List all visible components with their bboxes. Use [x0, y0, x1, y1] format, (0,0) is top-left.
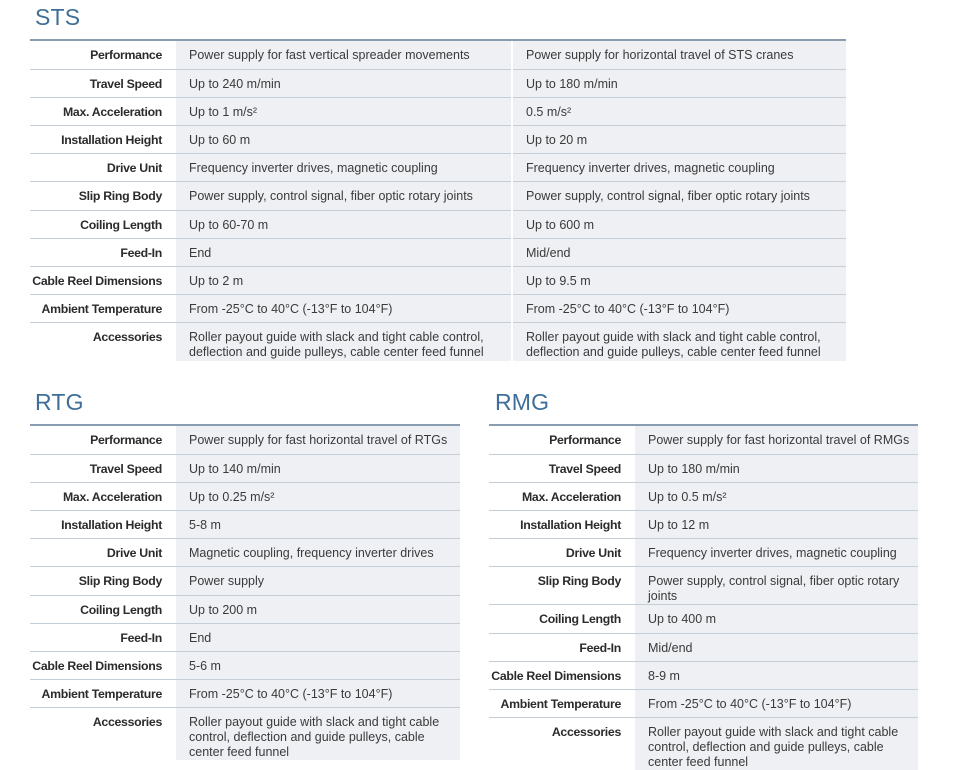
sts-value-performance-col2: Power supply for horizontal travel of STS cranes [512, 41, 846, 69]
sts-value-cable-reel-dimensions-col1: Up to 2 m [176, 267, 512, 295]
rtg-label-slip-ring-body: Slip Ring Body [78, 574, 162, 589]
sts-row-max-acceleration [30, 97, 846, 125]
rtg-row-ambient-temperature [30, 680, 460, 708]
rtg-section [30, 389, 460, 762]
rmg-row-slip-ring-body [489, 567, 918, 605]
rtg-spec-table [30, 426, 460, 760]
sts-row-slip-ring-body [30, 182, 846, 210]
rtg-label-installation-height: Installation Height [61, 518, 162, 533]
rtg-label-performance: Performance [90, 433, 162, 447]
rtg-value-performance: Power supply for fast horizontal travel of RTGs [176, 426, 460, 454]
sts-label-cable-reel-dimensions: Cable Reel Dimensions [32, 274, 162, 288]
sts-value-slip-ring-body-col1: Power supply, control signal, fiber optic rotary joints [176, 182, 512, 210]
rmg-value-slip-ring-body: Power supply, control signal, fiber optic rotary joints [635, 567, 918, 605]
rtg-value-ambient-temperature: From -25°C to 40°C (-13°F to 104°F) [176, 680, 460, 708]
sts-row-feed-in [30, 238, 846, 266]
rmg-label-performance: Performance [549, 433, 621, 447]
sts-value-drive-unit-col1: Frequency inverter drives, magnetic coupling [176, 154, 512, 182]
rmg-value-cable-reel-dimensions: 8-9 m [635, 661, 918, 689]
sts-section [30, 4, 846, 364]
rmg-label-cable-reel-dimensions: Cable Reel Dimensions [491, 668, 621, 683]
sts-value-ambient-temperature-col1: From -25°C to 40°C (-13°F to 104°F) [176, 295, 512, 323]
rtg-label-coiling-length: Coiling Length [80, 602, 162, 617]
sts-value-feed-in-col1: End [176, 238, 512, 266]
sts-label-accessories: Accessories [92, 330, 162, 345]
rtg-value-coiling-length: Up to 200 m [176, 595, 460, 623]
sts-value-installation-height-col1: Up to 60 m [176, 126, 512, 154]
sts-value-ambient-temperature-col2: From -25°C to 40°C (-13°F to 104°F) [512, 295, 846, 323]
rtg-row-slip-ring-body [30, 567, 460, 595]
rmg-row-max-acceleration [489, 482, 918, 510]
sts-value-feed-in-col2: Mid/end [512, 238, 846, 266]
sts-value-accessories-col2: Roller payout guide with slack and tight cable control, deflection and guide pulleys, cable center feed funnel [512, 323, 846, 361]
rtg-label-drive-unit: Drive Unit [106, 546, 162, 561]
rmg-row-feed-in [489, 633, 918, 661]
rmg-value-max-acceleration: Up to 0.5 m/s² [635, 482, 918, 510]
rtg-row-max-acceleration [30, 482, 460, 510]
sts-value-accessories-col1: Roller payout guide with slack and tight cable control, deflection and guide pulleys, cable center feed funnel [176, 323, 512, 361]
rmg-label-installation-height: Installation Height [520, 518, 621, 533]
rtg-value-travel-speed: Up to 140 m/min [176, 454, 460, 482]
rtg-label-accessories: Accessories [92, 715, 162, 730]
sts-value-slip-ring-body-col2: Power supply, control signal, fiber optic rotary joints [512, 182, 846, 210]
sts-value-cable-reel-dimensions-col2: Up to 9.5 m [512, 267, 846, 295]
rmg-label-slip-ring-body: Slip Ring Body [537, 574, 621, 589]
rmg-value-coiling-length: Up to 400 m [635, 605, 918, 633]
rmg-label-feed-in: Feed-In [579, 640, 621, 655]
sts-label-performance: Performance [90, 48, 162, 62]
rtg-value-drive-unit: Magnetic coupling, frequency inverter drives [176, 539, 460, 567]
sts-value-max-acceleration-col2: 0.5 m/s² [512, 97, 846, 125]
sts-row-performance [30, 41, 846, 69]
sts-row-ambient-temperature [30, 295, 846, 323]
rmg-title: RMG [495, 389, 550, 415]
rmg-row-ambient-temperature [489, 690, 918, 718]
sts-label-max-acceleration: Max. Acceleration [62, 104, 162, 119]
sts-row-accessories [30, 323, 846, 361]
rtg-value-feed-in: End [176, 623, 460, 651]
rmg-label-accessories: Accessories [551, 725, 621, 740]
rmg-value-ambient-temperature: From -25°C to 40°C (-13°F to 104°F) [635, 690, 918, 718]
rmg-label-max-acceleration: Max. Acceleration [521, 489, 621, 504]
rtg-row-cable-reel-dimensions [30, 652, 460, 680]
sts-row-installation-height [30, 126, 846, 154]
rtg-row-travel-speed [30, 454, 460, 482]
sts-label-ambient-temperature: Ambient Temperature [41, 302, 162, 317]
rmg-section [489, 389, 918, 770]
rmg-row-performance [489, 426, 918, 454]
rtg-label-feed-in: Feed-In [120, 630, 162, 645]
sts-label-feed-in: Feed-In [120, 245, 162, 260]
rmg-label-coiling-length: Coiling Length [539, 612, 621, 627]
sts-label-slip-ring-body: Slip Ring Body [78, 189, 162, 204]
rmg-value-travel-speed: Up to 180 m/min [635, 454, 918, 482]
rmg-spec-table [489, 426, 918, 770]
rtg-value-max-acceleration: Up to 0.25 m/s² [176, 482, 460, 510]
sts-row-drive-unit [30, 154, 846, 182]
sts-title: STS [35, 4, 81, 30]
rtg-row-drive-unit [30, 539, 460, 567]
rmg-value-feed-in: Mid/end [635, 633, 918, 661]
sts-value-coiling-length-col1: Up to 60-70 m [176, 210, 512, 238]
sts-value-coiling-length-col2: Up to 600 m [512, 210, 846, 238]
sts-label-drive-unit: Drive Unit [106, 161, 162, 176]
sts-label-travel-speed: Travel Speed [89, 76, 162, 91]
rmg-label-travel-speed: Travel Speed [548, 461, 621, 476]
rtg-label-max-acceleration: Max. Acceleration [62, 489, 162, 504]
sts-value-max-acceleration-col1: Up to 1 m/s² [176, 97, 512, 125]
sts-spec-table [30, 41, 846, 361]
sts-value-performance-col1: Power supply for fast vertical spreader movements [176, 41, 512, 69]
rtg-value-installation-height: 5-8 m [176, 511, 460, 539]
rtg-label-ambient-temperature: Ambient Temperature [41, 687, 162, 702]
rmg-value-accessories: Roller payout guide with slack and tight cable control, deflection and guide pulleys, cable center feed funnel [635, 718, 918, 770]
sts-row-coiling-length [30, 210, 846, 238]
rtg-row-installation-height [30, 511, 460, 539]
rmg-value-drive-unit: Frequency inverter drives, magnetic coupling [635, 539, 918, 567]
sts-row-travel-speed [30, 69, 846, 97]
rmg-row-cable-reel-dimensions [489, 661, 918, 689]
rmg-value-performance: Power supply for fast horizontal travel of RMGs [635, 426, 918, 454]
sts-label-coiling-length: Coiling Length [80, 217, 162, 232]
rmg-label-drive-unit: Drive Unit [565, 546, 621, 561]
rtg-label-cable-reel-dimensions: Cable Reel Dimensions [32, 659, 162, 673]
rtg-title: RTG [35, 389, 84, 415]
sts-value-installation-height-col2: Up to 20 m [512, 126, 846, 154]
rmg-row-accessories [489, 718, 918, 770]
rmg-row-installation-height [489, 511, 918, 539]
rmg-row-drive-unit [489, 539, 918, 567]
rtg-value-cable-reel-dimensions: 5-6 m [176, 652, 460, 680]
sts-label-installation-height: Installation Height [61, 133, 162, 148]
rtg-value-slip-ring-body: Power supply [176, 567, 460, 595]
rtg-row-performance [30, 426, 460, 454]
sts-row-cable-reel-dimensions [30, 267, 846, 295]
rtg-row-accessories [30, 708, 460, 761]
rmg-row-coiling-length [489, 605, 918, 633]
rtg-label-travel-speed: Travel Speed [89, 461, 162, 476]
rmg-value-installation-height: Up to 12 m [635, 511, 918, 539]
sts-value-drive-unit-col2: Frequency inverter drives, magnetic coupling [512, 154, 846, 182]
rtg-value-accessories: Roller payout guide with slack and tight cable control, deflection and guide pulleys, cable center feed funnel [176, 708, 460, 761]
sts-value-travel-speed-col1: Up to 240 m/min [176, 69, 512, 97]
rmg-row-travel-speed [489, 454, 918, 482]
rmg-label-ambient-temperature: Ambient Temperature [500, 697, 621, 711]
rtg-row-feed-in [30, 623, 460, 651]
sts-value-travel-speed-col2: Up to 180 m/min [512, 69, 846, 97]
rtg-row-coiling-length [30, 595, 460, 623]
